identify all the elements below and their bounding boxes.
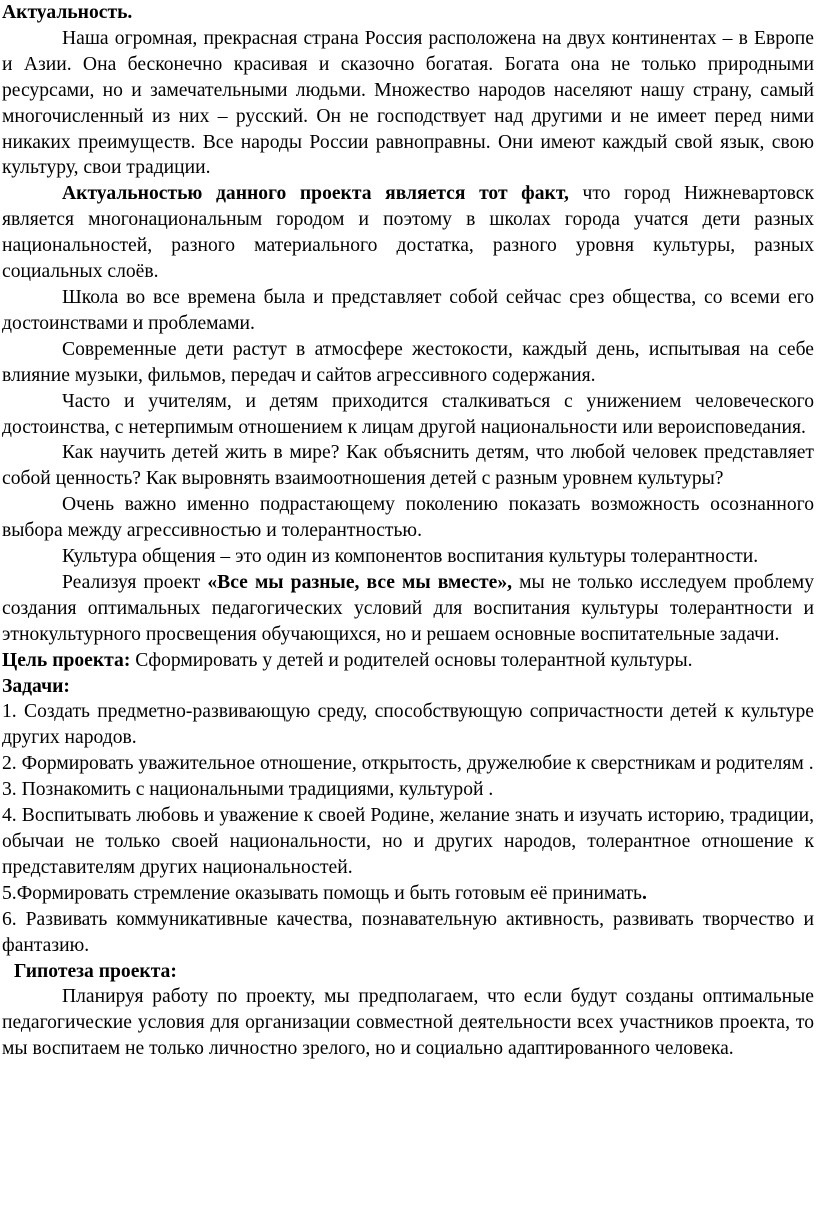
heading-relevance: Актуальность. xyxy=(2,2,133,23)
paragraph-school: Школа во все времена была и представляет собой сейчас срез общества, со всеми его достоинствами и проблемами. xyxy=(2,286,814,334)
paragraph-questions: Как научить детей жить в мире? Как объяснить детям, что любой человек представляет собой ценность? Как выровнять взаимоотношения детей с разным уровнем культуры? xyxy=(2,442,814,490)
task-item: 4. Воспитывать любовь и уважение к своей Родине, желание знать и изучать историю, традиции, обычаи не только своей национальности, но и других народов, толерантное отношение к представителям других национальностей. xyxy=(2,805,814,878)
task-item: 3. Познакомить с национальными традициями, культурой . xyxy=(2,779,494,801)
project-post: мы не только исследуем проблему создания оптимальных педагогических условий для воспитания культуры толерантности и этнокультурного просвещения обучающихся, но и решаем основные воспитательные задачи. xyxy=(2,571,815,645)
task-item: 1. Создать предметно-развивающую среду, способствующую сопричастности детей к культуре других народов. xyxy=(2,701,814,749)
goal-label: Цель проекта: xyxy=(2,649,131,671)
task-item: 6. Развивать коммуникативные качества, познавательную активность, развивать творчество и фантазию. xyxy=(2,908,814,956)
task-item: 2. Формировать уважительное отношение, открытость, дружелюбие к сверстникам и родителям . xyxy=(2,753,814,775)
paragraph-project xyxy=(2,570,814,648)
project-pre: Реализуя проект xyxy=(62,571,208,593)
task5-period: . xyxy=(642,882,647,904)
paragraph-modern-children: Современные дети растут в атмосфере жестокости, каждый день, испытывая на себе влияние музыки, фильмов, передач и сайтов агрессивного содержания. xyxy=(2,338,814,386)
paragraph-culture: Культура общения – это один из компонентов воспитания культуры толерантности. xyxy=(62,546,759,568)
paragraph-intro: Наша огромная, прекрасная страна Россия расположена на двух континентах – в Европе и Азии. Она бесконечно красивая и сказочно богатая. Богата она не только природными ресурсами, но и замечательными людьми. Множество народов населяют нашу страну, самый многочисленный из них – русский. Он не господствует над другими и не имеет перед ними никаких преимуществ. Все народы России равноправны. Они имеют каждый свой язык, свою культуру, свои традиции. xyxy=(2,27,814,179)
project-title: «Все мы разные, все мы вместе», xyxy=(207,571,513,593)
project-goal xyxy=(2,648,814,674)
hypothesis-heading: Гипотеза проекта: xyxy=(14,960,177,982)
task-item xyxy=(2,881,814,907)
paragraph-relevance xyxy=(2,181,814,285)
hypothesis-text: Планируя работу по проекту, мы предполагаем, что если будут созданы оптимальные педагогические условия для организации совместной деятельности всех участников проекта, то мы воспитаем не только личностно зрелого, но и социально адаптированного человека. xyxy=(2,986,814,1060)
paragraph-choice: Очень важно именно подрастающему поколению показать возможность осознанного выбора между агрессивностью и толерантностью. xyxy=(2,494,814,542)
task5-text: 5.Формировать стремление оказывать помощь и быть готовым её принимать xyxy=(2,882,642,904)
relevance-emphasis: Актуальностью данного проекта является тот факт, xyxy=(62,183,569,205)
tasks-heading: Задачи: xyxy=(2,675,70,697)
relevance-text: что город Нижневартовск является многонациональным городом и поэтому в школах города учатся дети разных национальностей, разного материального достатка, разного уровня культуры, разных социальных слоёв. xyxy=(2,183,814,283)
paragraph-dignity: Часто и учителям, и детям приходится сталкиваться с унижением человеческого достоинства, с нетерпимым отношением к лицам другой национальности или вероисповедания. xyxy=(2,390,814,438)
goal-text: Сформировать у детей и родителей основы толерантной культуры. xyxy=(130,649,693,671)
